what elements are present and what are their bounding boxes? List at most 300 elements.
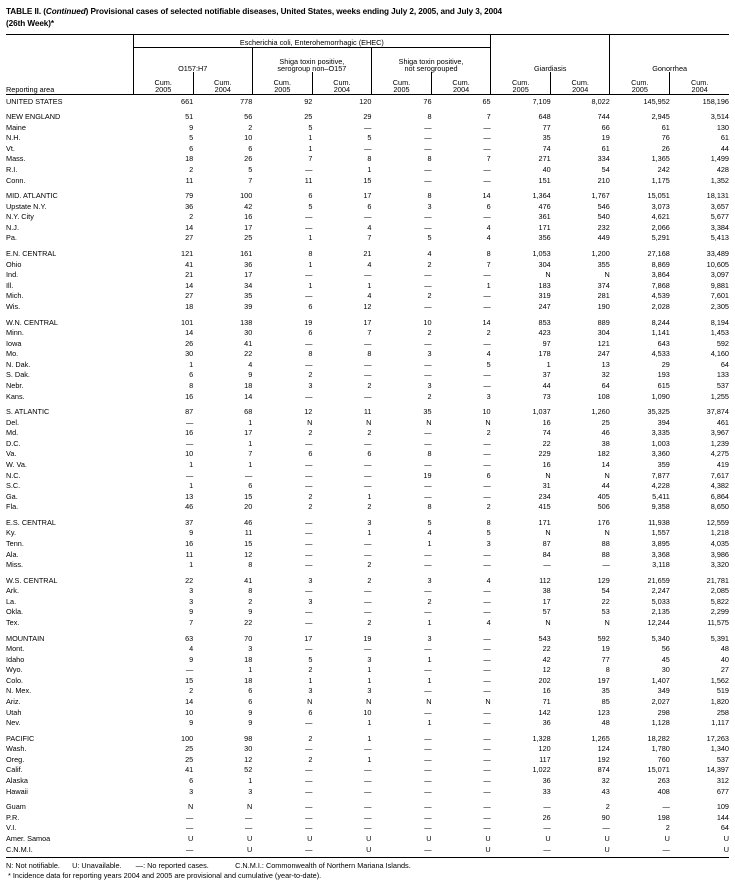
table-row [6, 221, 729, 232]
row-value-cell: — [364, 549, 372, 559]
row-value-cell: — [483, 823, 491, 833]
table-row [6, 516, 729, 527]
row-value-cell: 30 [244, 744, 253, 754]
row-value-cell: — [424, 370, 432, 380]
row-area-label: W. Va. [6, 459, 27, 469]
row-value-cell: 14 [482, 317, 491, 327]
row-value-cell: 889 [597, 317, 610, 327]
row-value-cell: — [305, 618, 313, 627]
row-value-cell: 4 [248, 359, 253, 369]
row-area-label: Hawaii [6, 786, 28, 796]
row-value-cell: 33,489 [706, 249, 729, 259]
row-value-cell: 68 [244, 407, 253, 417]
row-value-cell: 1,780 [651, 744, 670, 754]
row-value-cell: 6 [367, 449, 372, 459]
table-header [6, 34, 729, 94]
row-value-cell: 4 [486, 233, 491, 243]
row-value-cell: — [424, 133, 432, 143]
cum-label: Cum. [631, 78, 649, 88]
row-area-label: Tex. [6, 618, 20, 627]
row-value-cell: 2,027 [651, 697, 670, 707]
row-value-cell: 1 [367, 733, 372, 743]
row-value-cell: — [305, 802, 313, 812]
row-value-cell: — [424, 786, 432, 796]
table-row [6, 742, 729, 753]
row-value-cell: 61 [720, 133, 729, 143]
row-value-cell: — [364, 391, 372, 401]
row-value-cell: 192 [597, 754, 610, 764]
row-value-cell: 11 [185, 549, 194, 559]
row-value-cell: 8,650 [710, 502, 729, 512]
row-value-cell: 349 [657, 686, 670, 696]
year-label: 2004 [214, 85, 231, 95]
row-value-cell: 1,022 [532, 765, 551, 775]
row-value-cell: 12,244 [647, 618, 670, 627]
row-value-cell: — [305, 549, 313, 559]
row-value-cell: 43 [601, 786, 610, 796]
row-value-cell: — [305, 538, 313, 548]
row-value-cell: — [483, 165, 491, 174]
title-line1-pre: TABLE II. ( [6, 7, 46, 16]
row-value-cell: N [604, 270, 610, 280]
row-value-cell: — [424, 280, 432, 290]
row-value-cell: 21,781 [706, 575, 729, 585]
row-value-cell: 8 [248, 586, 253, 596]
row-value-cell: — [364, 470, 372, 480]
row-value-cell: 32 [601, 370, 610, 380]
row-value-cell: — [305, 338, 313, 348]
row-value-cell: 6 [308, 191, 313, 201]
row-value-cell: 22 [244, 618, 253, 627]
cum-label: Cum. [571, 78, 589, 88]
row-value-cell: — [483, 633, 491, 643]
row-value-cell: — [185, 665, 194, 675]
row-value-cell: 319 [538, 291, 551, 301]
row-value-cell: — [424, 175, 432, 185]
row-value-cell: — [424, 560, 432, 570]
row-value-cell: 121 [181, 249, 194, 259]
row-value-cell: 3 [486, 538, 491, 548]
table-row [6, 315, 729, 326]
year-label: 2004 [691, 85, 708, 95]
row-value-cell: 229 [538, 449, 551, 459]
row-value-cell: — [483, 686, 491, 696]
row-value-cell: 14 [185, 697, 194, 707]
row-value-cell: — [424, 812, 432, 822]
row-value-cell: 2 [605, 802, 610, 812]
row-value-cell: 1 [367, 491, 372, 501]
row-value-cell: — [483, 802, 491, 812]
table-row [6, 389, 729, 400]
row-value-cell: 10 [244, 133, 253, 143]
row-value-cell: 17,263 [706, 733, 729, 743]
row-value-cell: 1,117 [711, 718, 729, 728]
row-value-cell: 7 [189, 618, 194, 627]
table-row [6, 300, 729, 311]
row-value-cell: 7 [367, 233, 372, 243]
row-value-cell: 2,299 [710, 607, 729, 617]
row-area-label: Oreg. [6, 754, 25, 764]
row-value-cell: 22 [601, 596, 610, 606]
table-row [6, 258, 729, 269]
row-value-cell: 3 [308, 380, 313, 390]
table-row [6, 547, 729, 558]
row-value-cell: 5,411 [652, 491, 670, 501]
cum-label: Cum. [392, 78, 411, 88]
row-value-cell: — [483, 270, 491, 280]
row-value-cell: 405 [597, 491, 610, 501]
row-value-cell: — [543, 560, 551, 570]
row-value-cell: N [307, 417, 313, 427]
row-value-cell: 5 [367, 133, 372, 143]
row-value-cell: — [305, 291, 313, 301]
table-row [6, 163, 729, 174]
row-value-cell: — [364, 212, 372, 222]
row-value-cell: 144 [716, 812, 729, 822]
header-col-shiga-not-serogrouped-2005 [371, 72, 431, 94]
row-value-cell: N [187, 802, 194, 812]
row-value-cell: 7 [248, 449, 253, 459]
row-value-cell: 183 [538, 280, 551, 290]
row-value-cell: 10 [423, 317, 432, 327]
row-value-cell: 51 [185, 112, 194, 122]
row-area-label: S.C. [6, 481, 21, 491]
row-value-cell: 16 [185, 538, 194, 548]
row-value-cell: 1,200 [591, 249, 610, 259]
row-value-cell: — [305, 470, 313, 480]
row-value-cell: 6 [308, 328, 313, 338]
row-value-cell: — [305, 586, 313, 596]
row-value-cell: 42 [244, 201, 253, 211]
row-value-cell: 4 [427, 528, 432, 538]
row-value-cell: 12 [363, 301, 372, 311]
row-value-cell: 334 [597, 154, 610, 164]
row-value-cell: 506 [597, 502, 610, 512]
row-value-cell: — [364, 370, 372, 380]
row-value-cell: 61 [601, 143, 610, 153]
row-value-cell: — [483, 786, 491, 796]
row-value-cell: 15 [363, 175, 372, 185]
table-row [6, 663, 729, 674]
row-value-cell: — [364, 596, 372, 606]
row-value-cell: — [424, 776, 432, 786]
row-value-cell: 46 [601, 428, 610, 438]
row-value-cell: — [424, 644, 432, 654]
row-value-cell: 3 [189, 596, 194, 606]
row-value-cell: — [305, 812, 313, 822]
row-value-cell: 101 [181, 317, 194, 327]
row-value-cell: — [483, 459, 491, 469]
row-value-cell: 2 [189, 686, 194, 696]
row-value-cell: — [305, 718, 313, 728]
row-area-label: N.C. [6, 470, 21, 480]
row-value-cell: — [483, 481, 491, 491]
row-value-cell: 22 [542, 644, 551, 654]
row-value-cell: — [483, 122, 491, 132]
row-value-cell: 133 [716, 370, 729, 380]
header-group-ehec [133, 34, 490, 47]
row-value-cell: 1 [248, 776, 253, 786]
row-value-cell: U [604, 844, 610, 854]
row-value-cell: 11,575 [707, 618, 729, 627]
cum-label: Cum. [690, 78, 709, 88]
row-value-cell: 298 [657, 707, 670, 717]
row-value-cell: — [483, 596, 491, 606]
row-value-cell: 449 [597, 233, 610, 243]
row-area-label: P.R. [6, 812, 20, 822]
row-value-cell: 1,053 [532, 249, 551, 259]
row-value-cell: — [245, 470, 253, 480]
row-area-label: Mich. [6, 291, 24, 301]
row-value-cell: 14 [185, 280, 194, 290]
title-line2: (26th Week)* [6, 18, 55, 28]
row-value-cell: 16 [185, 428, 194, 438]
row-value-cell: 9,881 [710, 280, 729, 290]
row-value-cell: 643 [657, 338, 670, 348]
row-value-cell: 8 [486, 249, 491, 259]
row-value-cell: 4 [367, 291, 372, 301]
row-value-cell: 36 [542, 776, 551, 786]
row-value-cell: 1,365 [651, 154, 670, 164]
row-value-cell: 124 [597, 744, 610, 754]
row-value-cell: 1 [308, 280, 313, 290]
row-value-cell: — [305, 391, 313, 401]
row-value-cell: 1 [308, 133, 313, 143]
row-value-cell: 6 [486, 201, 491, 211]
row-value-cell: 677 [716, 786, 729, 796]
row-value-cell: 2 [486, 502, 491, 512]
row-value-cell: 7,601 [710, 291, 729, 301]
table-row [6, 595, 729, 606]
row-value-cell: 4 [367, 222, 372, 232]
row-value-cell: N [545, 270, 551, 280]
row-value-cell: — [483, 718, 491, 728]
row-area-label: Mass. [6, 154, 26, 164]
row-value-cell: 98 [244, 733, 253, 743]
row-value-cell: — [364, 586, 372, 596]
row-value-cell: — [185, 844, 194, 854]
row-value-cell: 1,255 [710, 391, 729, 401]
row-value-cell: — [483, 212, 491, 222]
row-value-cell: 19 [304, 317, 313, 327]
row-value-cell: U [187, 833, 194, 843]
row-value-cell: 17 [244, 222, 253, 232]
row-value-cell: 8 [427, 154, 432, 164]
row-value-cell: 18 [185, 301, 194, 311]
header-group-shiga-non-o157-line2: serogroup non–O157 [277, 63, 347, 73]
row-value-cell: 2 [367, 560, 372, 570]
table-row [6, 247, 729, 258]
row-value-cell: 210 [597, 175, 610, 185]
row-value-cell: 202 [538, 675, 551, 685]
row-value-cell: — [364, 765, 372, 775]
row-value-cell: 88 [601, 549, 610, 559]
row-value-cell: 1,218 [710, 528, 729, 538]
row-value-cell: 8 [427, 112, 432, 122]
table-row [6, 405, 729, 416]
row-value-cell: — [305, 459, 313, 469]
row-value-cell: 1,003 [651, 438, 670, 448]
row-value-cell: U [723, 844, 729, 854]
row-value-cell: 44 [720, 143, 729, 153]
row-area-label: Pa. [6, 233, 17, 243]
row-value-cell: — [305, 165, 313, 174]
row-value-cell: 7 [367, 328, 372, 338]
row-value-cell: 35 [423, 407, 432, 417]
row-area-label: W.S. CENTRAL [6, 575, 58, 585]
row-area-label: NEW ENGLAND [6, 112, 61, 122]
header-cum-row [6, 72, 729, 94]
row-value-cell: U [247, 833, 253, 843]
row-value-cell: 3,967 [710, 428, 729, 438]
row-value-cell: — [364, 538, 372, 548]
row-value-cell: 2 [308, 665, 313, 675]
row-value-cell: — [483, 338, 491, 348]
row-value-cell: — [483, 291, 491, 301]
row-value-cell: — [305, 823, 313, 833]
row-value-cell: 9 [189, 528, 194, 538]
row-value-cell: 142 [538, 707, 551, 717]
row-value-cell: — [483, 143, 491, 153]
row-value-cell: 35 [244, 291, 253, 301]
header-group-ehec-italic: Escherichia coli [239, 38, 291, 48]
table-row [6, 500, 729, 511]
row-value-cell: 1,364 [532, 191, 551, 201]
row-area-label: MOUNTAIN [6, 633, 45, 643]
row-value-cell: — [364, 644, 372, 654]
header-blank-corner [6, 34, 133, 47]
row-value-cell: 6 [486, 470, 491, 480]
header-blank-corner-2 [6, 47, 133, 72]
row-value-cell: 2,028 [651, 301, 670, 311]
row-value-cell: 3 [248, 786, 253, 796]
row-value-cell: 26 [185, 338, 194, 348]
title-line1-italic: Continued [45, 7, 86, 16]
row-value-cell: 36 [185, 201, 194, 211]
table-row [6, 616, 729, 627]
table-row [6, 379, 729, 390]
row-value-cell: 281 [597, 291, 610, 301]
row-value-cell: — [424, 222, 432, 232]
row-value-cell: 2 [308, 491, 313, 501]
row-value-cell: 2,305 [710, 301, 729, 311]
row-area-label: Iowa [6, 338, 22, 348]
row-value-cell: 8 [308, 249, 313, 259]
row-value-cell: 2,066 [651, 222, 670, 232]
row-value-cell: 18 [244, 675, 253, 685]
row-value-cell: 778 [193, 94, 252, 105]
header-group-ehec-rest: , Enterohemorrhagic (EHEC) [290, 38, 384, 48]
table-row [6, 695, 729, 706]
row-value-cell: 31 [542, 481, 551, 491]
row-value-cell: 25 [601, 417, 610, 427]
row-value-cell: 15 [244, 491, 253, 501]
row-value-cell: 5 [427, 517, 432, 527]
row-value-cell: 4,035 [710, 538, 729, 548]
row-value-cell: — [245, 823, 253, 833]
row-area-label: Nev. [6, 718, 21, 728]
row-value-cell: 17 [363, 317, 372, 327]
row-value-cell: 13 [601, 359, 610, 369]
row-value-cell: 9 [248, 707, 253, 717]
row-value-cell: 304 [597, 328, 610, 338]
row-value-cell: 3,514 [710, 112, 729, 122]
table-row [6, 358, 729, 369]
row-value-cell: — [424, 823, 432, 833]
row-value-cell: 35 [542, 133, 551, 143]
row-area-label: Md. [6, 428, 19, 438]
row-value-cell: — [424, 586, 432, 596]
row-value-cell: — [483, 733, 491, 743]
row-value-cell: 41 [185, 259, 194, 269]
row-area-label: N.J. [6, 222, 19, 232]
row-value-cell: 3 [427, 201, 432, 211]
row-value-cell: 8 [486, 517, 491, 527]
row-value-cell: — [364, 338, 372, 348]
row-value-cell: 2 [367, 380, 372, 390]
row-area-label: Miss. [6, 560, 24, 570]
cum-label: Cum. [452, 78, 470, 88]
table-row [6, 426, 729, 437]
row-value-cell: — [424, 338, 432, 348]
row-value-cell: 90 [601, 812, 610, 822]
row-value-cell: 7 [486, 112, 491, 122]
row-value-cell: 5,822 [710, 596, 729, 606]
row-value-cell: 6 [248, 697, 253, 707]
row-value-cell: 7 [248, 175, 253, 185]
row-value-cell: 19 [423, 470, 432, 480]
row-value-cell: 12 [244, 754, 253, 764]
row-value-cell: 65 [432, 94, 491, 105]
row-value-cell: — [483, 370, 491, 380]
row-value-cell: — [483, 607, 491, 617]
row-value-cell: 53 [601, 607, 610, 617]
row-value-cell: 4 [189, 644, 194, 654]
row-value-cell: 44 [542, 380, 551, 390]
row-value-cell: — [424, 438, 432, 448]
row-value-cell: 3 [367, 686, 372, 696]
row-value-cell: 7 [308, 154, 313, 164]
row-value-cell: 77 [601, 654, 610, 664]
notifiable-diseases-table [6, 34, 729, 853]
header-col-shiga-non-o157-2004 [312, 72, 371, 94]
row-value-cell: 4,228 [651, 481, 670, 491]
header-subgroup-row [6, 47, 729, 72]
row-value-cell: 1,340 [710, 744, 729, 754]
row-value-cell: 3 [367, 654, 372, 664]
row-value-cell: 117 [539, 754, 551, 764]
row-value-cell: — [483, 776, 491, 786]
row-value-cell: 2 [367, 575, 372, 585]
row-value-cell: 874 [597, 765, 610, 775]
row-value-cell: 48 [601, 718, 610, 728]
row-value-cell: 161 [240, 249, 253, 259]
header-giardiasis-spacer [491, 34, 610, 47]
row-value-cell: 6,864 [710, 491, 729, 501]
row-value-cell: 3 [189, 586, 194, 596]
row-area-label: Wash. [6, 744, 27, 754]
row-value-cell: 2 [308, 733, 313, 743]
table-row [6, 705, 729, 716]
row-value-cell: 171 [538, 517, 551, 527]
row-value-cell: 97 [542, 338, 551, 348]
table-row [6, 437, 729, 448]
row-area-label: Ind. [6, 270, 19, 280]
row-value-cell: N [604, 470, 610, 480]
row-area-label: N.Y. City [6, 212, 34, 222]
row-value-cell: 7,109 [491, 94, 551, 105]
row-value-cell: U [664, 833, 670, 843]
